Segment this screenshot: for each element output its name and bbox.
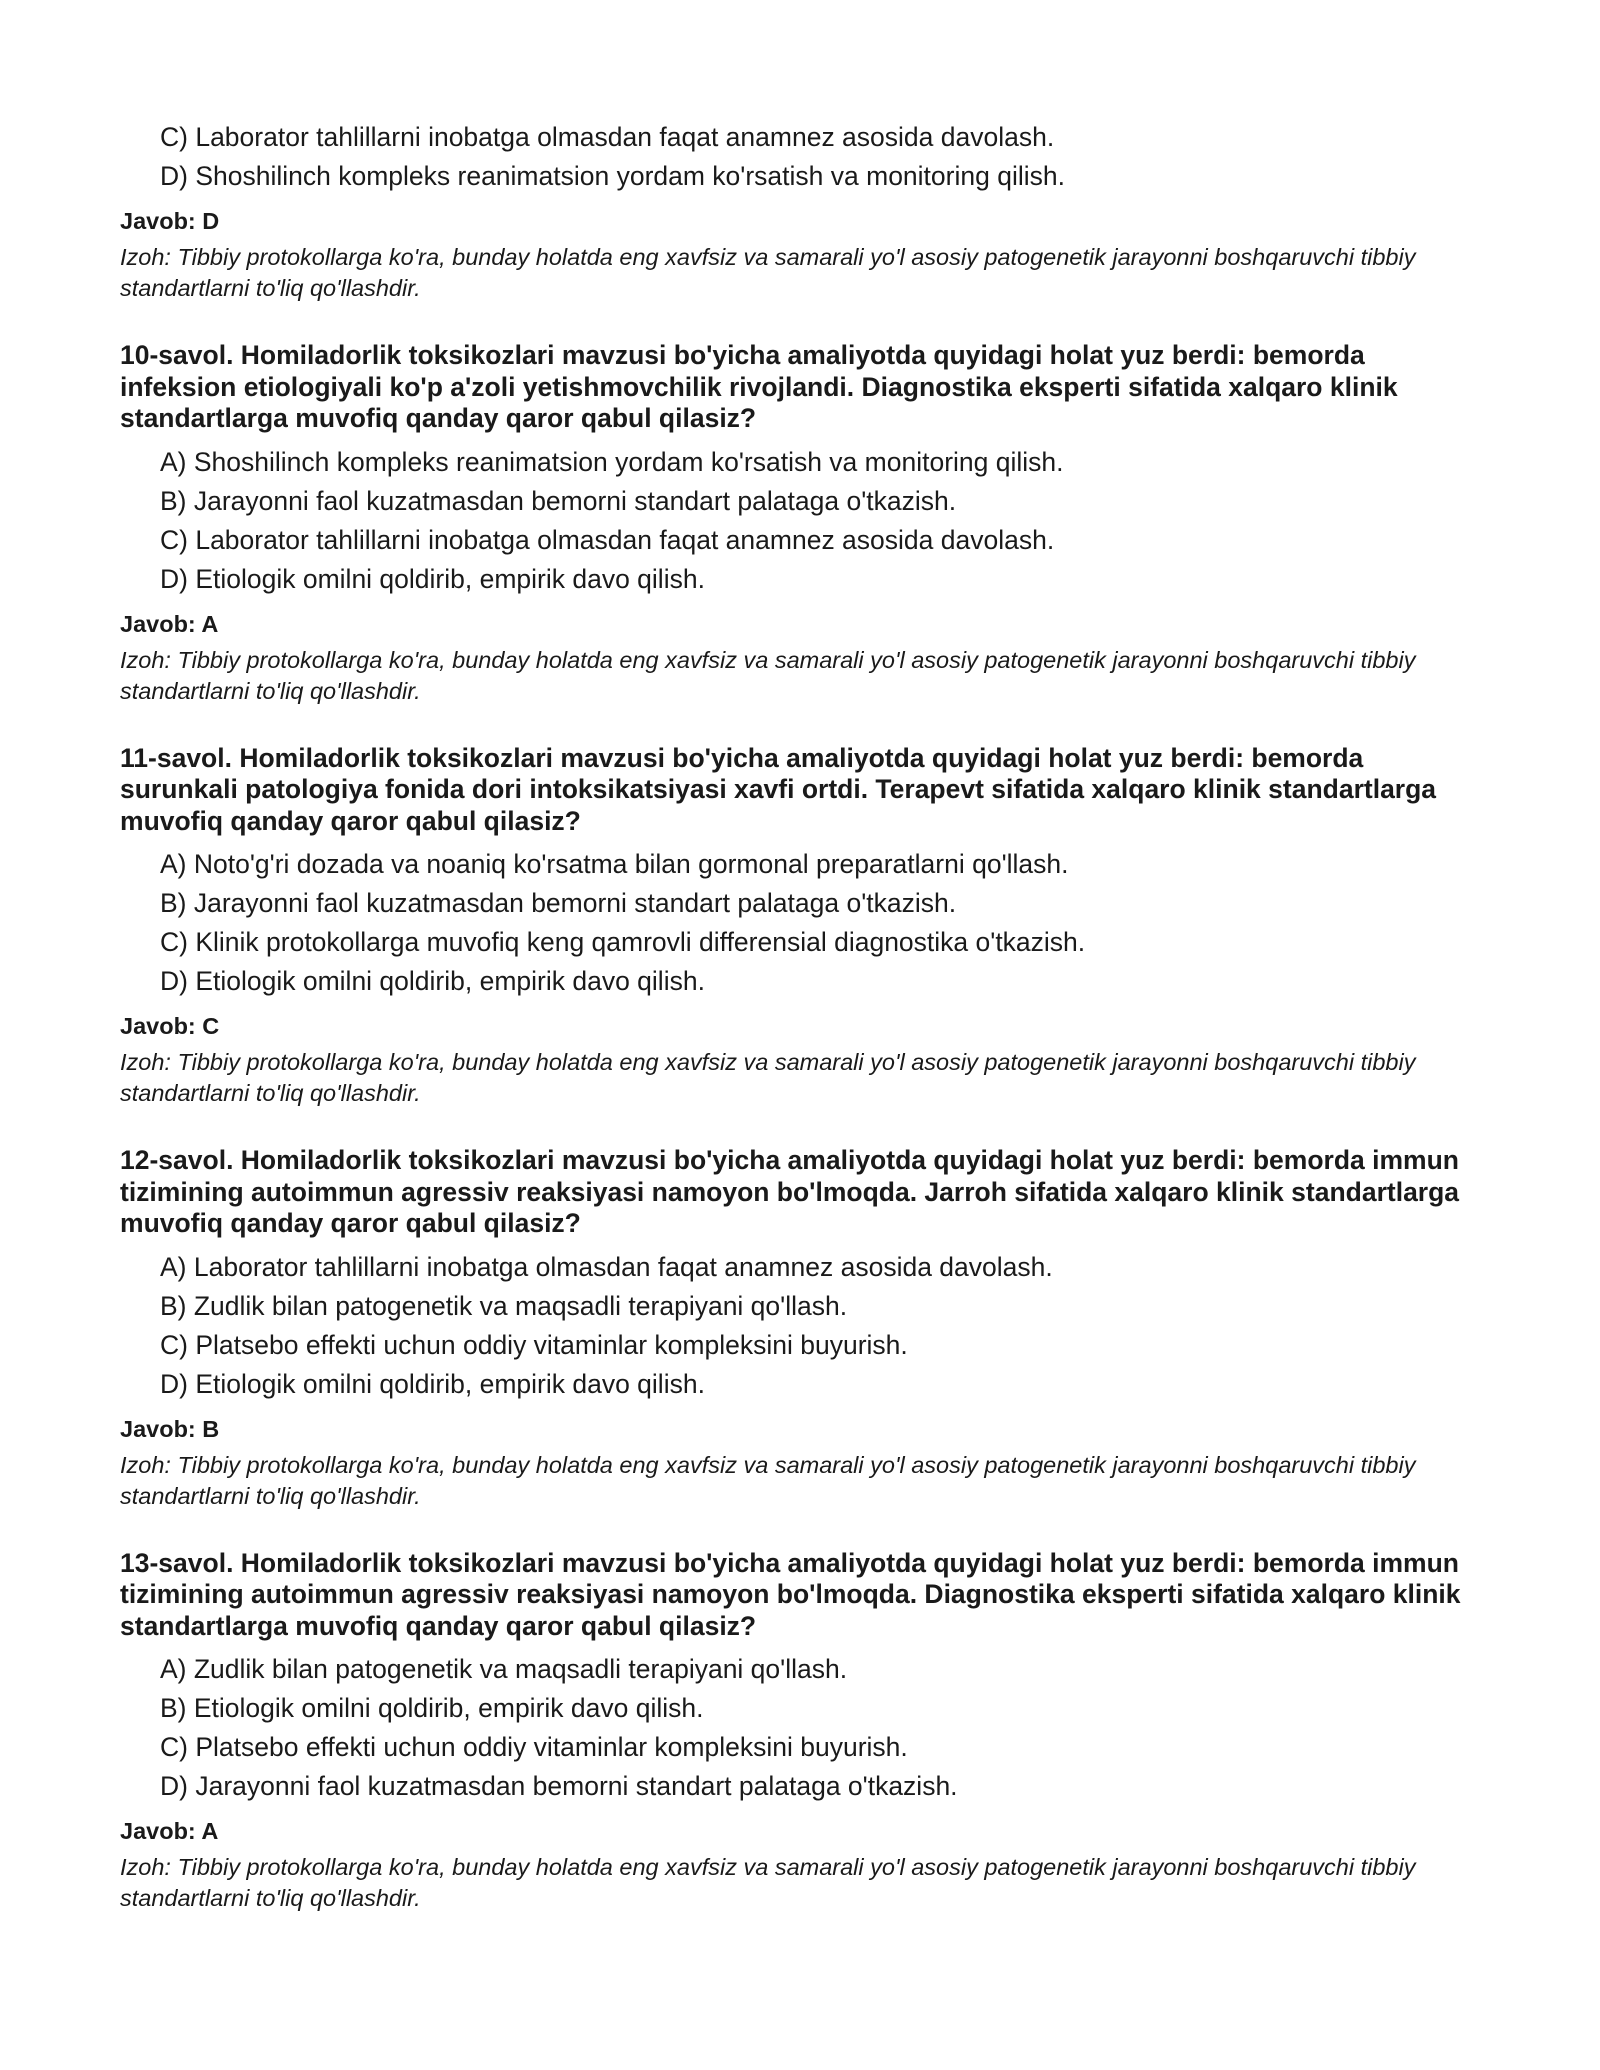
option-c: C) Laborator tahlillarni inobatga olmasdan faqat anamnez asosida davolash.	[160, 524, 1055, 555]
option-a: A) Laborator tahlillarni inobatga olmasdan faqat anamnez asosida davolash.	[160, 1251, 1053, 1282]
option-d: D) Etiologik omilni qoldirib, empirik davo qilish.	[160, 563, 705, 594]
option-b: B) Jarayonni faol kuzatmasdan bemorni standart palataga o'tkazish.	[160, 485, 957, 516]
option-b: B) Etiologik omilni qoldirib, empirik davo qilish.	[160, 1693, 704, 1723]
question-10	[120, 340, 1480, 707]
option-c: C) Platsebo effekti uchun oddiy vitaminlar kompleksini buyurish.	[160, 1329, 908, 1360]
explanation-note: Izoh: Tibbiy protokollarga ko'ra, bunday holatda eng xavfsiz va samarali yo'l asosiy patogenetik jarayonni boshqaruvchi tibbiy standartlarni to'liq qo'llashdir.	[120, 1451, 1416, 1509]
answer-label: Javob: D	[120, 208, 220, 234]
explanation-note: Izoh: Tibbiy protokollarga ko'ra, bunday holatda eng xavfsiz va samarali yo'l asosiy patogenetik jarayonni boshqaruvchi tibbiy standartlarni to'liq qo'llashdir.	[120, 646, 1416, 704]
option-b: B) Jarayonni faol kuzatmasdan bemorni standart palataga o'tkazish.	[160, 888, 957, 918]
option-d: D) Etiologik omilni qoldirib, empirik davo qilish.	[160, 966, 705, 996]
option-c: C) Laborator tahlillarni inobatga olmasdan faqat anamnez asosida davolash.	[160, 122, 1055, 152]
explanation-note: Izoh: Tibbiy protokollarga ko'ra, bunday holatda eng xavfsiz va samarali yo'l asosiy patogenetik jarayonni boshqaruvchi tibbiy standartlarni to'liq qo'llashdir.	[120, 1854, 1416, 1911]
answer-label: Javob: A	[120, 1818, 219, 1844]
question-13	[120, 1548, 1480, 1915]
answer-label: Javob: C	[120, 1013, 220, 1039]
question-11	[120, 743, 1480, 1110]
option-a: A) Noto'g'ri dozada va noaniq ko'rsatma bilan gormonal preparatlarni qo'llash.	[160, 849, 1069, 879]
question-text: 12-savol. Homiladorlik toksikozlari mavzusi bo'yicha amaliyotda quyidagi holat yuz berdi: bemorda immun tizimining autoimmun agressiv reaksiyasi namoyon bo'lmoqda. Jarroh sifatida xalqaro klinik standartlarga muvofiq qanday qaror qabul qilasiz?	[120, 1145, 1460, 1238]
option-d: D) Jarayonni faol kuzatmasdan bemorni standart palataga o'tkazish.	[160, 1771, 958, 1801]
option-d: D) Shoshilinch kompleks reanimatsion yordam ko'rsatish va monitoring qilish.	[160, 161, 1065, 191]
option-a: A) Shoshilinch kompleks reanimatsion yordam ko'rsatish va monitoring qilish.	[160, 446, 1064, 477]
option-c: C) Klinik protokollarga muvofiq keng qamrovli differensial diagnostika o'tkazish.	[160, 927, 1086, 957]
question-text: 13-savol. Homiladorlik toksikozlari mavzusi bo'yicha amaliyotda quyidagi holat yuz berdi: bemorda immun tizimining autoimmun agressiv reaksiyasi namoyon bo'lmoqda. Diagnostika eksperti sifatida xalqaro klinik standartlarga muvofiq qanday qaror qabul qilasiz?	[120, 1547, 1461, 1641]
option-b: B) Zudlik bilan patogenetik va maqsadli terapiyani qo'llash.	[160, 1290, 848, 1321]
option-d: D) Etiologik omilni qoldirib, empirik davo qilish.	[160, 1368, 705, 1399]
question-text: 11-savol. Homiladorlik toksikozlari mavzusi bo'yicha amaliyotda quyidagi holat yuz berdi: bemorda surunkali patologiya fonida dori intoksikatsiyasi xavfi ortdi. Terapevt sifatida xalqaro klinik standartlarga muvofiq qanday qaror qabul qilasiz?	[120, 742, 1437, 836]
answer-label: Javob: A	[120, 610, 219, 637]
explanation-note: Izoh: Tibbiy protokollarga ko'ra, bunday holatda eng xavfsiz va samarali yo'l asosiy patogenetik jarayonni boshqaruvchi tibbiy standartlarni to'liq qo'llashdir.	[120, 244, 1416, 301]
question-9-continuation	[120, 118, 1480, 304]
option-c: C) Platsebo effekti uchun oddiy vitaminlar kompleksini buyurish.	[160, 1732, 908, 1762]
question-12	[120, 1145, 1480, 1512]
question-text: 10-savol. Homiladorlik toksikozlari mavzusi bo'yicha amaliyotda quyidagi holat yuz berdi: bemorda infeksion etiologiyali ko'p a'zoli yetishmovchilik rivojlandi. Diagnostika eksperti sifatida xalqaro klinik standartlarga muvofiq qanday qaror qabul qilasiz?	[120, 340, 1398, 433]
answer-label: Javob: B	[120, 1415, 220, 1442]
option-a: A) Zudlik bilan patogenetik va maqsadli terapiyani qo'llash.	[160, 1654, 848, 1684]
explanation-note: Izoh: Tibbiy protokollarga ko'ra, bunday holatda eng xavfsiz va samarali yo'l asosiy patogenetik jarayonni boshqaruvchi tibbiy standartlarni to'liq qo'llashdir.	[120, 1049, 1416, 1106]
